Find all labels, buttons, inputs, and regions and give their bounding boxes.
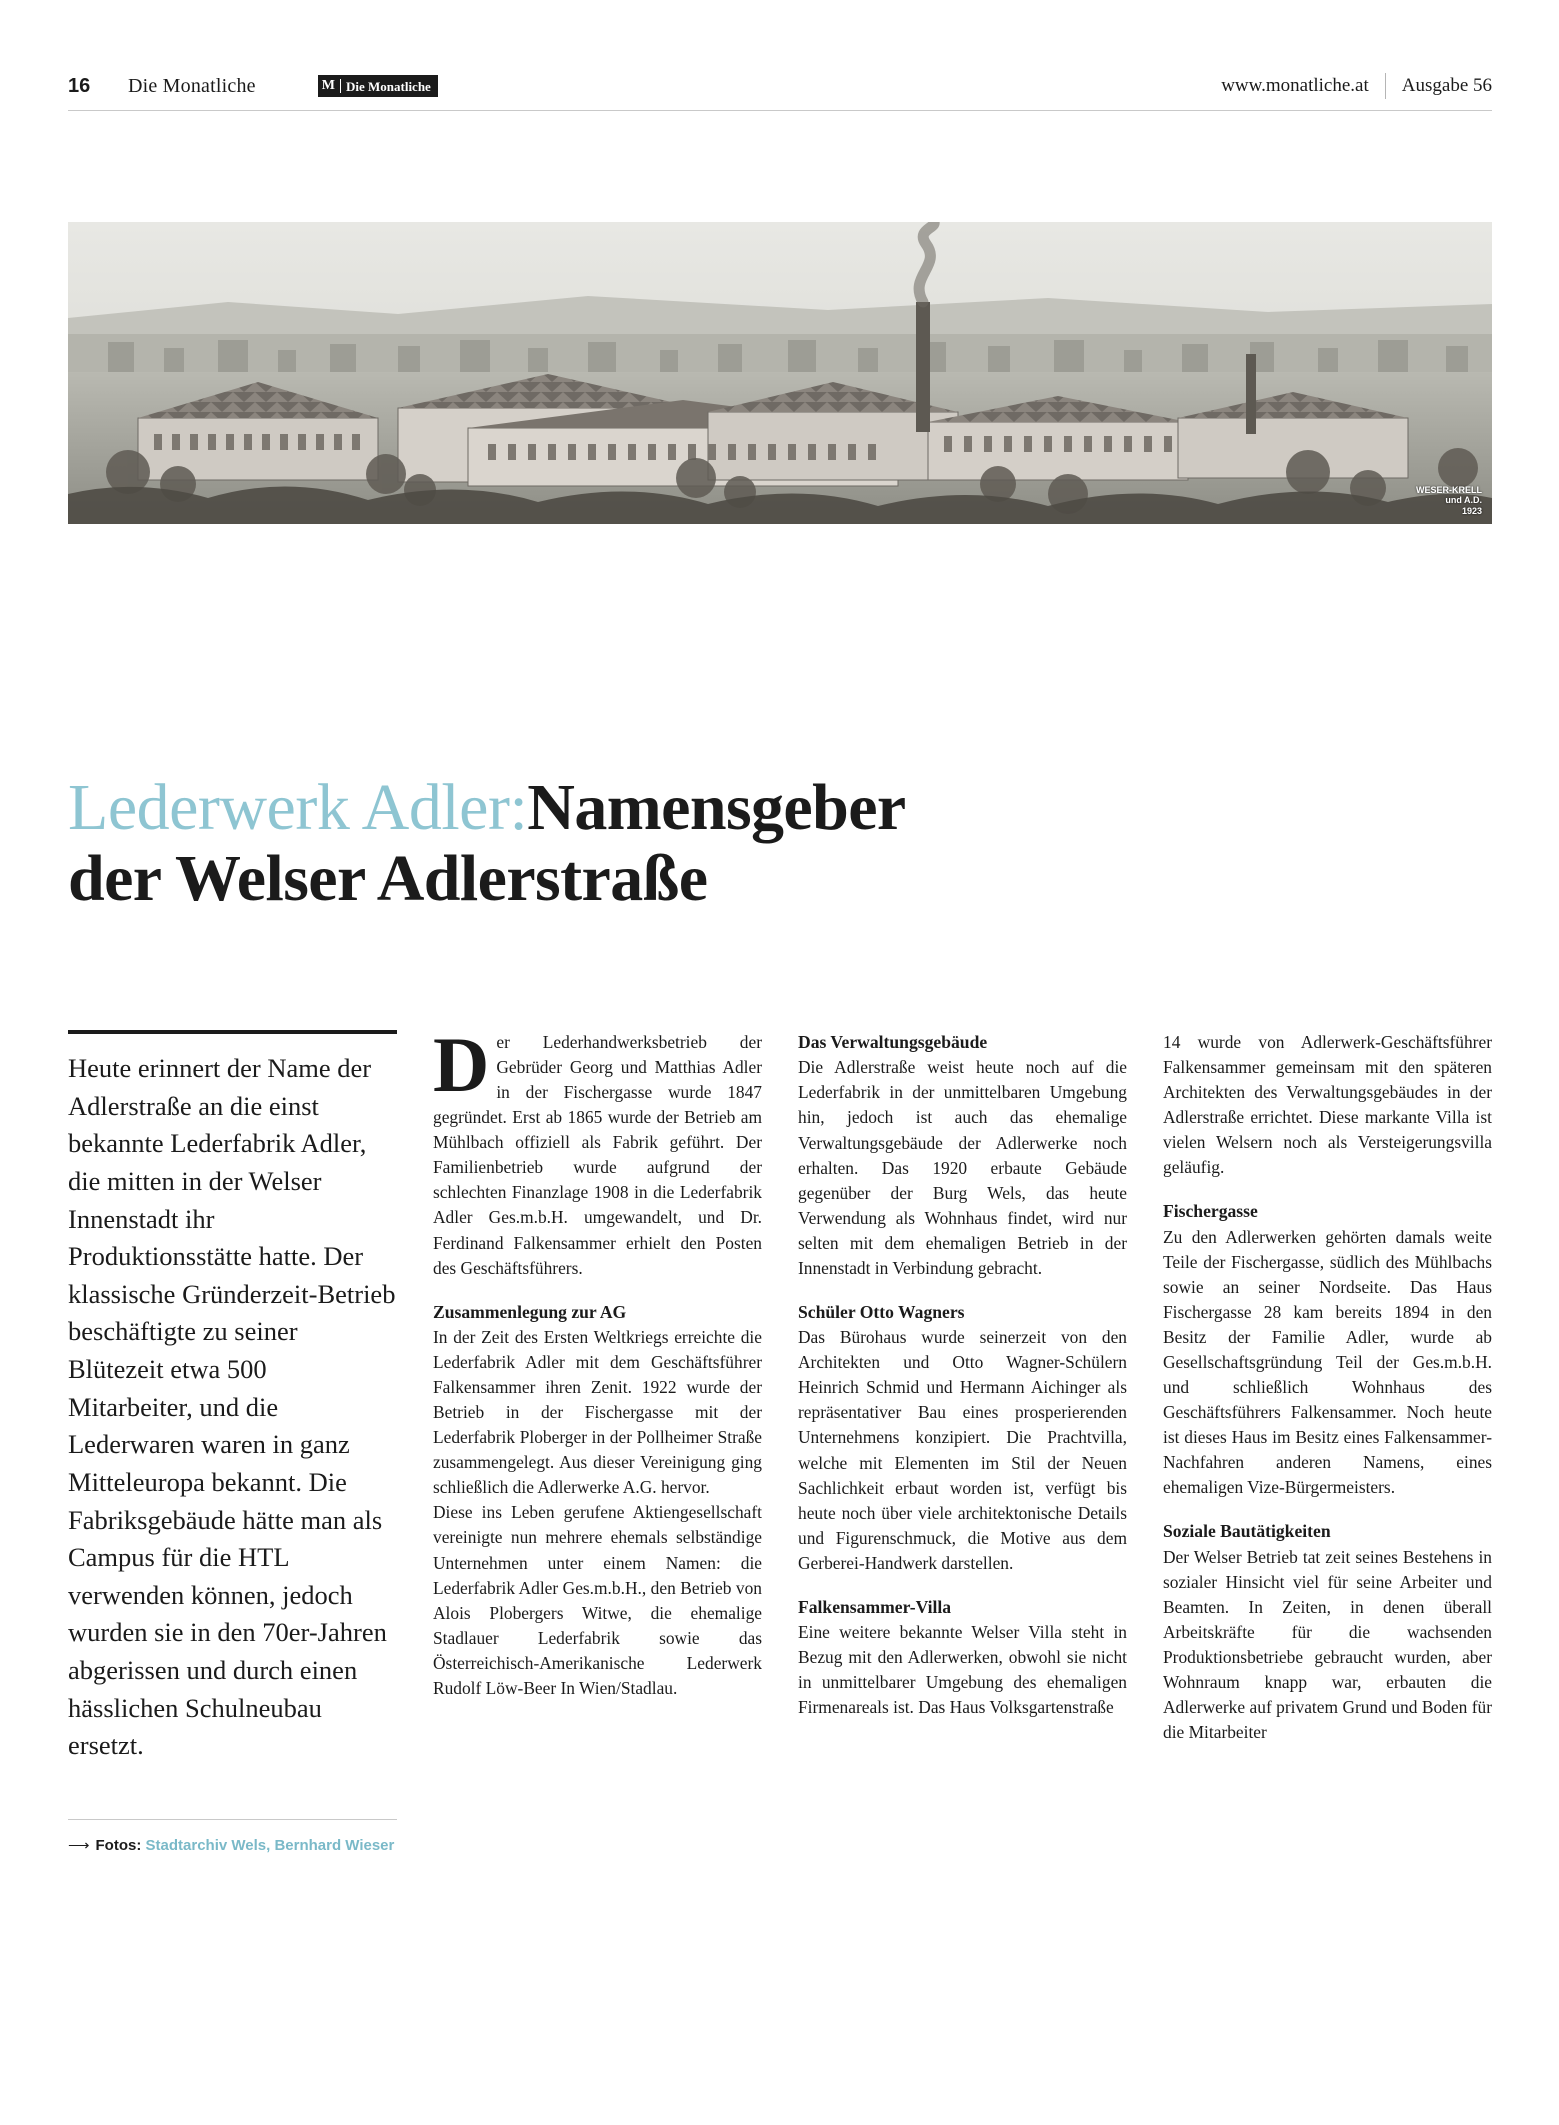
- paragraph: Der Welser Betrieb tat zeit seines Bestehens in sozialer Hinsicht viel für seine Arbeiter und Beamten. In Zeiten, in denen überall Arbeitskräfte für die wachsenden Produktionsbetriebe gebraucht wurden, aber Wohnraum knapp war, erbauten die Adlerwerke auf privatem Grund und Boden für die Mitarbeiter: [1163, 1546, 1492, 1743]
- headline-main-part2: der Welser Adlerstraße: [68, 842, 708, 916]
- paragraph: Das Bürohaus wurde seinerzeit von den Architekten und Otto Wagner-Schülern Heinrich Schmid und Hermann Aichinger als repräsentativer Bau eines prosperierenden Unternehmens konzipiert. Die Prachtvilla, welche mit Elementen im Stil der Neuen Sachlichkeit erbaut worden ist, verfügt bis heute noch über viele architektonische Details und Figurenschmuck, die Motive aus dem Gerberei-Handwerk darstellen.: [798, 1327, 1127, 1573]
- website-url[interactable]: www.monatliche.at: [1221, 75, 1369, 96]
- photo-credit-block: [68, 1819, 397, 1856]
- logo-wordmark: Die Monatliche: [345, 78, 431, 94]
- section-subhead: Zusammenlegung zur AG: [433, 1301, 627, 1322]
- section-subhead: Soziale Bautätigkeiten: [1163, 1521, 1331, 1542]
- paragraph: 14 wurde von Adlerwerk-Geschäftsführer Falkensammer gemeinsam mit den späteren Architekten des Verwaltungsgebäudes in der Adlerstraße errichtet. Diese markante Villa ist vielen Welsern noch als Versteigerungsvilla geläufig.: [1163, 1032, 1492, 1178]
- header-meta: [1221, 73, 1492, 99]
- magazine-logo: [318, 75, 438, 97]
- page-title: [68, 773, 1498, 914]
- paragraph: Eine weitere bekannte Welser Villa steht in Bezug mit den Adlerwerken, obwohl sie nicht in unmittelbarer Umgebung des ehemaligen Firmenareals ist. Das Haus Volksgartenstraße: [798, 1622, 1127, 1718]
- lead-paragraph: Heute erinnert der Name der Adlerstraße an die einst bekannte Lederfabrik Adler, die mitten in der Welser Innenstadt ihr Produktionsstätte hatte. Der klassische Gründerzeit-Betrieb beschäftigte zu seiner Blütezeit etwa 500 Mitarbeiter, und die Lederwaren waren in ganz Mitteleuropa bekannt. Die Fabriksgebäude hätte man als Campus für die HTL verwenden können, jedoch wurden sie in den 70er-Jahren abgerissen und durch einen hässlichen Schulneubau ersetzt.: [68, 1053, 396, 1761]
- hero-photo: [68, 222, 1492, 524]
- credit-line-3: 1923: [1461, 505, 1482, 516]
- logo-monogram-icon: M: [322, 79, 341, 93]
- arrow-right-icon: ⟶: [68, 1836, 88, 1854]
- body-column-3: [1163, 1030, 1492, 1856]
- issue-label: Ausgabe 56: [1401, 75, 1492, 96]
- page-number: 16: [68, 74, 91, 97]
- credit-names: Stadtarchiv Wels, Bernhard Wieser: [145, 1836, 395, 1854]
- page-header: [68, 62, 1492, 111]
- section-subhead: Schüler Otto Wagners: [798, 1301, 965, 1322]
- paragraph: Die Adlerstraße weist heute noch auf die Lederfabrik in der unmittelbaren Umgebung hin, jedoch ist auch das ehemalige Verwaltungsgebäude der Adlerwerke noch erhalten. Das 1920 erbaute Gebäude gegenüber der Burg Wels, das heute Verwendung als Wohnhaus findet, wird nur selten mit dem ehemaligen Betrieb in der Innenstadt in Verbindung gebracht.: [798, 1057, 1127, 1278]
- section-subhead: Das Verwaltungsgebäude: [798, 1032, 988, 1052]
- lead-rule: [68, 1030, 397, 1034]
- section-subhead: Falkensammer-Villa: [798, 1596, 952, 1617]
- paragraph: Diese ins Leben gerufene Aktiengesellschaft vereinigte nun mehrere ehemals selbständige Unternehmen unter einem Namen: die Lederfabrik Adler Ges.m.b.H., den Betrieb von Alois Plobergers Witwe, die ehemalige Stadlauer Lederfabrik sowie das Österreichisch-Amerikanische Lederwerk Rudolf Löw-Beer In Wien/Stadlau.: [433, 1502, 762, 1698]
- credit-label: Fotos:: [95, 1836, 142, 1854]
- section-subhead: Fischergasse: [1163, 1201, 1258, 1222]
- body-column-2: [798, 1030, 1127, 1856]
- credit-line-2: und A.D.: [1445, 495, 1482, 506]
- magazine-name: Die Monatliche: [128, 74, 256, 97]
- lead-column: [68, 1030, 397, 1856]
- photo-credit-stamp: [1416, 485, 1482, 516]
- article-columns: [68, 1021, 1492, 1856]
- headline-kicker: Lederwerk Adler:: [68, 771, 528, 845]
- credit-line-1: WESER-KRELL: [1416, 484, 1482, 495]
- header-divider: [1385, 73, 1386, 99]
- paragraph: Zu den Adlerwerken gehörten damals weite Teile der Fischergasse, südlich des Mühlbachs sowie an seiner Nordseite. Das Haus Fischergasse 28 kam bereits 1894 in den Besitz der Familie Adler, wurde ab Gesellschaftsgründung Teil der Ges.m.b.H. und schließlich Wohnhaus des Geschäftsführers Falkensammer. Noch heute ist dieses Haus im Besitz eines Falkensammer-Nachfahren anderen Namens, eines ehemaligen Vize-Bürgermeisters.: [1163, 1226, 1492, 1498]
- paragraph: In der Zeit des Ersten Weltkriegs erreichte die Lederfabrik Adler mit dem Geschäftsführer Falkensammer ihren Zenit. 1922 wurde der Betrieb in der Fischergasse mit der Lederfabrik Ploberger in der Pollheimer Straße zusammengelegt. Aus dieser Vereinigung ging schließlich die Adlerwerke A.G. hervor.: [433, 1326, 762, 1498]
- body-column-1: [433, 1021, 762, 1856]
- headline-first-line: [68, 773, 1498, 844]
- paragraph: Der Lederhandwerksbetrieb der Gebrüder Georg und Matthias Adler in der Fischergasse wurde 1847 gegründet. Erst ab 1865 wurde der Betrieb am Mühlbach offiziell als Fabrik geführt. Der Familienbetrieb wurde aufgrund der schlechten Finanzlage 1908 in die Lederfabrik Adler Ges.m.b.H. umgewandelt, und Dr. Ferdinand Falkensammer erhielt den Posten des Geschäftsführers.: [433, 1021, 762, 1278]
- headline-main-part1: Namensgeber: [527, 771, 906, 845]
